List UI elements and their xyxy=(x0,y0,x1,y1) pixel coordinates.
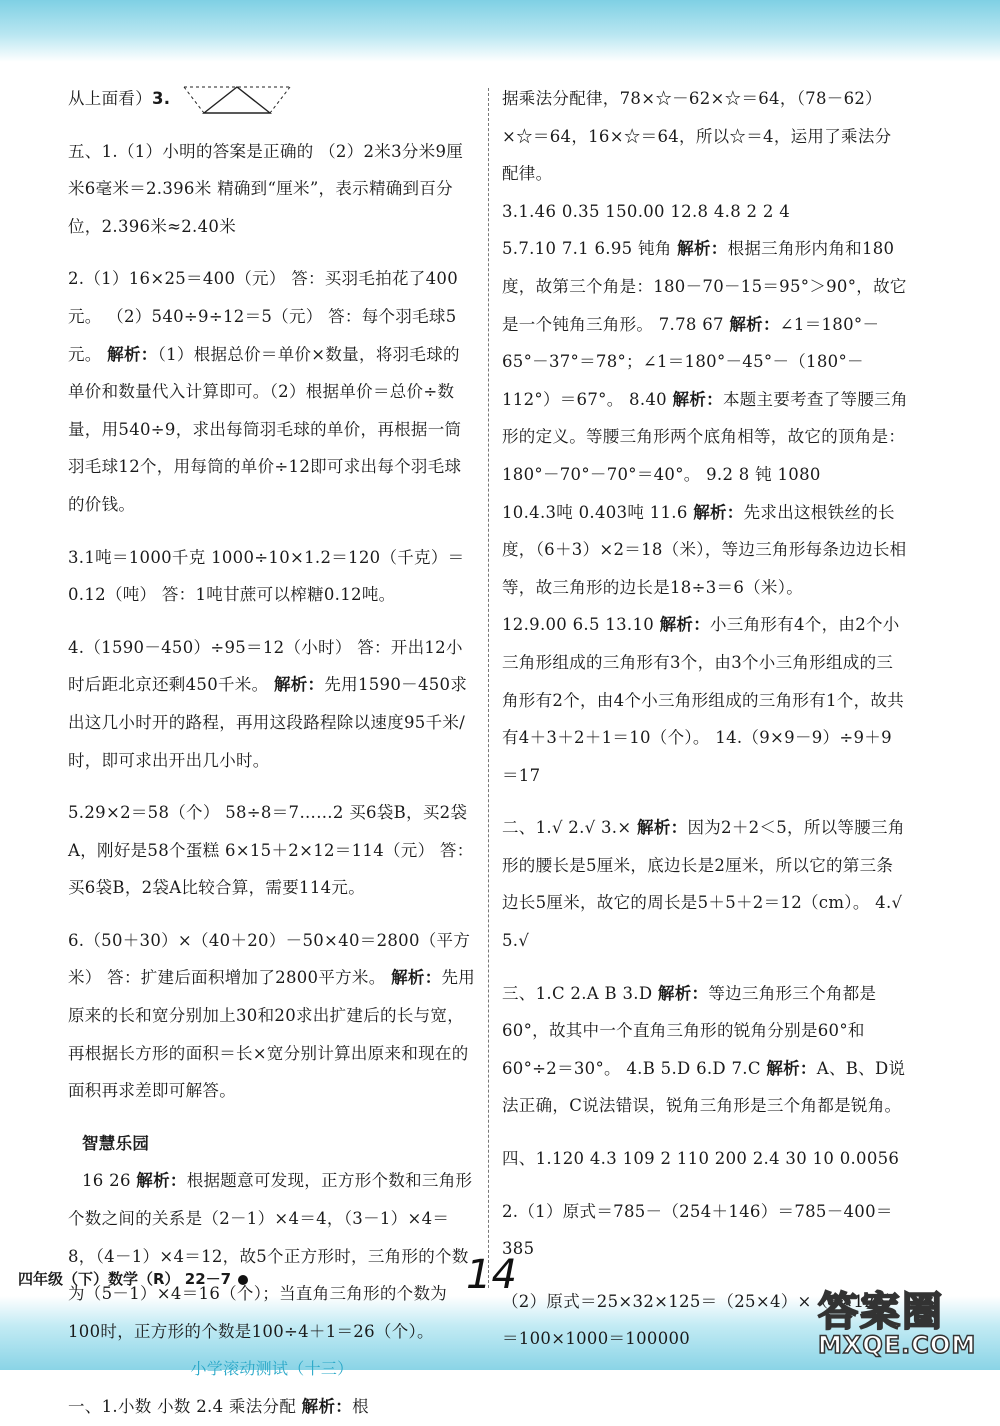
answer-paragraph: 3.1.46 0.35 150.00 12.8 4.8 2 2 4 xyxy=(502,201,791,221)
answer-paragraph: 三、1.C 2.A B 3.D 解析：等边三角形三个角都是60°，故其中一个直角三角形的锐角分别是60°和60°÷2＝30°。 4.B 5.D 6.D 7.C 解析：A、B、D说法正确，C说法错误，锐角三角形是三个角都是锐角。 xyxy=(502,983,906,1116)
watermark-title: 答案圈 xyxy=(818,1289,944,1335)
triangle-figure xyxy=(182,83,292,117)
answer-paragraph: 16 26 解析：根据题意可发现，正方形个数和三角形个数之间的关系是（2－1）×4＝4，（3－1）×4＝8，（4－1）×4＝12，故5个正方形时，三角形的个数为（5－1）×4＝16（个）；当直角三角形的个数为100时，正方形的个数是100÷4＋1＝26（个）。 xyxy=(68,1171,473,1341)
answer-paragraph: 6.（50＋30）×（40＋20）－50×40＝2800（平方米） 答：扩建后面积增加了2800平方米。 解析：先用原来的长和宽分别加上30和20求出扩建后的长与宽，再根据长方形的面积＝长×宽分别计算出原来和现在的面积再求差即可解答。 xyxy=(68,930,476,1101)
answer-paragraph: 3.1吨＝1000千克 1000÷10×1.2＝120（千克）＝0.12（吨） 答：1吨甘蔗可以榨糖0.12吨。 xyxy=(68,547,465,605)
answer-paragraph: 5.29×2＝58（个） 58÷8＝7……2 买6袋B，买2袋A，刚好是58个蛋糕 6×15＋2×12＝114（元） 答：买6袋B，2袋A比较合算，需要114元。 xyxy=(68,803,474,898)
answer-paragraph: 5.7.10 7.1 6.95 钝角 解析：根据三角形内角和180度，故第三个角是：180－70－15＝95°＞90°，故它是一个钝角三角形。 7.78 67 解析：∠1＝180°－65°－37°＝78°；∠1＝180°－45°－（180°－112°）＝67°。 8.40 解析：本题主要考查了等腰三角形的定义。等腰三角形两个底角相等，故它的顶角是：180°－70°－70°＝40°。 9.2 8 钝 1080 xyxy=(502,239,908,484)
answer-paragraph: 据乘法分配律，78×☆－62×☆＝64，（78－62）×☆＝64，16×☆＝64，所以☆＝4，运用了乘法分配律。 xyxy=(502,89,892,184)
watermark-url: MXQE.COM xyxy=(818,1331,977,1359)
section-title: 小学滚动测试（十三） xyxy=(190,1359,354,1379)
wisdom-heading: 智慧乐园 xyxy=(82,1133,150,1153)
answer-paragraph: 12.9.00 6.5 13.10 解析：小三角形有4个，由2个小三角形组成的三角形有3个，由3个小三角形组成的三角形有2个，由4个小三角形组成的三角形有1个，故共有4＋3＋2＋1＝10（个）。 14.（9×9－9）÷9＋9＝17 xyxy=(502,615,904,785)
answer-paragraph: （2）原式＝25×32×125＝（25×4）×（8×125）＝100×1000＝100000 xyxy=(502,1291,903,1349)
answer-paragraph: 4.（1590－450）÷95＝12（小时） 答：开出12小时后距北京还剩450千米。 解析：先用1590－450求出这几小时开的路程，再用这段路程除以速度95千米/时，即可求出开出几小时。 xyxy=(68,637,468,770)
watermark-logo xyxy=(818,1280,994,1364)
left-column xyxy=(68,80,476,1426)
right-column xyxy=(502,80,908,1358)
bullet-dot-icon xyxy=(238,1275,248,1285)
footer-label: 四年级（下）数学（R） 22－7 xyxy=(18,1268,248,1289)
answer-paragraph: 二、1.√ 2.√ 3.× 解析：因为2＋2＜5，所以等腰三角形的腰长是5厘米，底边长是2厘米，所以它的第三条边长5厘米，故它的周长是5＋5＋2＝12（cm）。 4.√ 5.√ xyxy=(502,818,905,951)
answer-paragraph: 一、1.小数 小数 2.4 乘法分配 解析：根 xyxy=(68,1397,369,1416)
answer-paragraph: 10.4.3吨 0.403吨 11.6 解析：先求出这根铁丝的长度，（6＋3）×2＝18（米），等边三角形每条边边长相等，故三角形的边长是18÷3＝6（米）。 xyxy=(502,502,907,597)
answer-paragraph: 2.（1）16×25＝400（元） 答：买羽毛拍花了400元。 （2）540÷9÷12＝5（元） 答：每个羽毛球5元。 解析：（1）根据总价＝单价×数量，将羽毛球的单价和数量代入计算即可。（2）根据单价＝总价÷数量，用540÷9，求出每筒羽毛球的单价，再根据一筒羽毛球12个，用每筒的单价÷12即可求出每个羽毛球的价钱。 xyxy=(68,269,462,514)
answer-line: 从上面看）3. xyxy=(68,80,476,118)
page-number: 14 xyxy=(466,1252,517,1298)
column-divider xyxy=(488,88,489,1288)
answer-paragraph: 五、1.（1）小明的答案是正确的 （2）2米3分米9厘米6毫米＝2.396米 精确到“厘米”，表示精确到百分位，2.396米≈2.40米 xyxy=(68,141,464,236)
answer-paragraph: 2.（1）原式＝785－（254＋146）＝785－400＝385 xyxy=(502,1201,893,1259)
answer-paragraph: 四、1.120 4.3 109 2 110 200 2.4 30 10 0.0056 xyxy=(502,1149,900,1169)
top-decor-band xyxy=(0,0,1000,62)
